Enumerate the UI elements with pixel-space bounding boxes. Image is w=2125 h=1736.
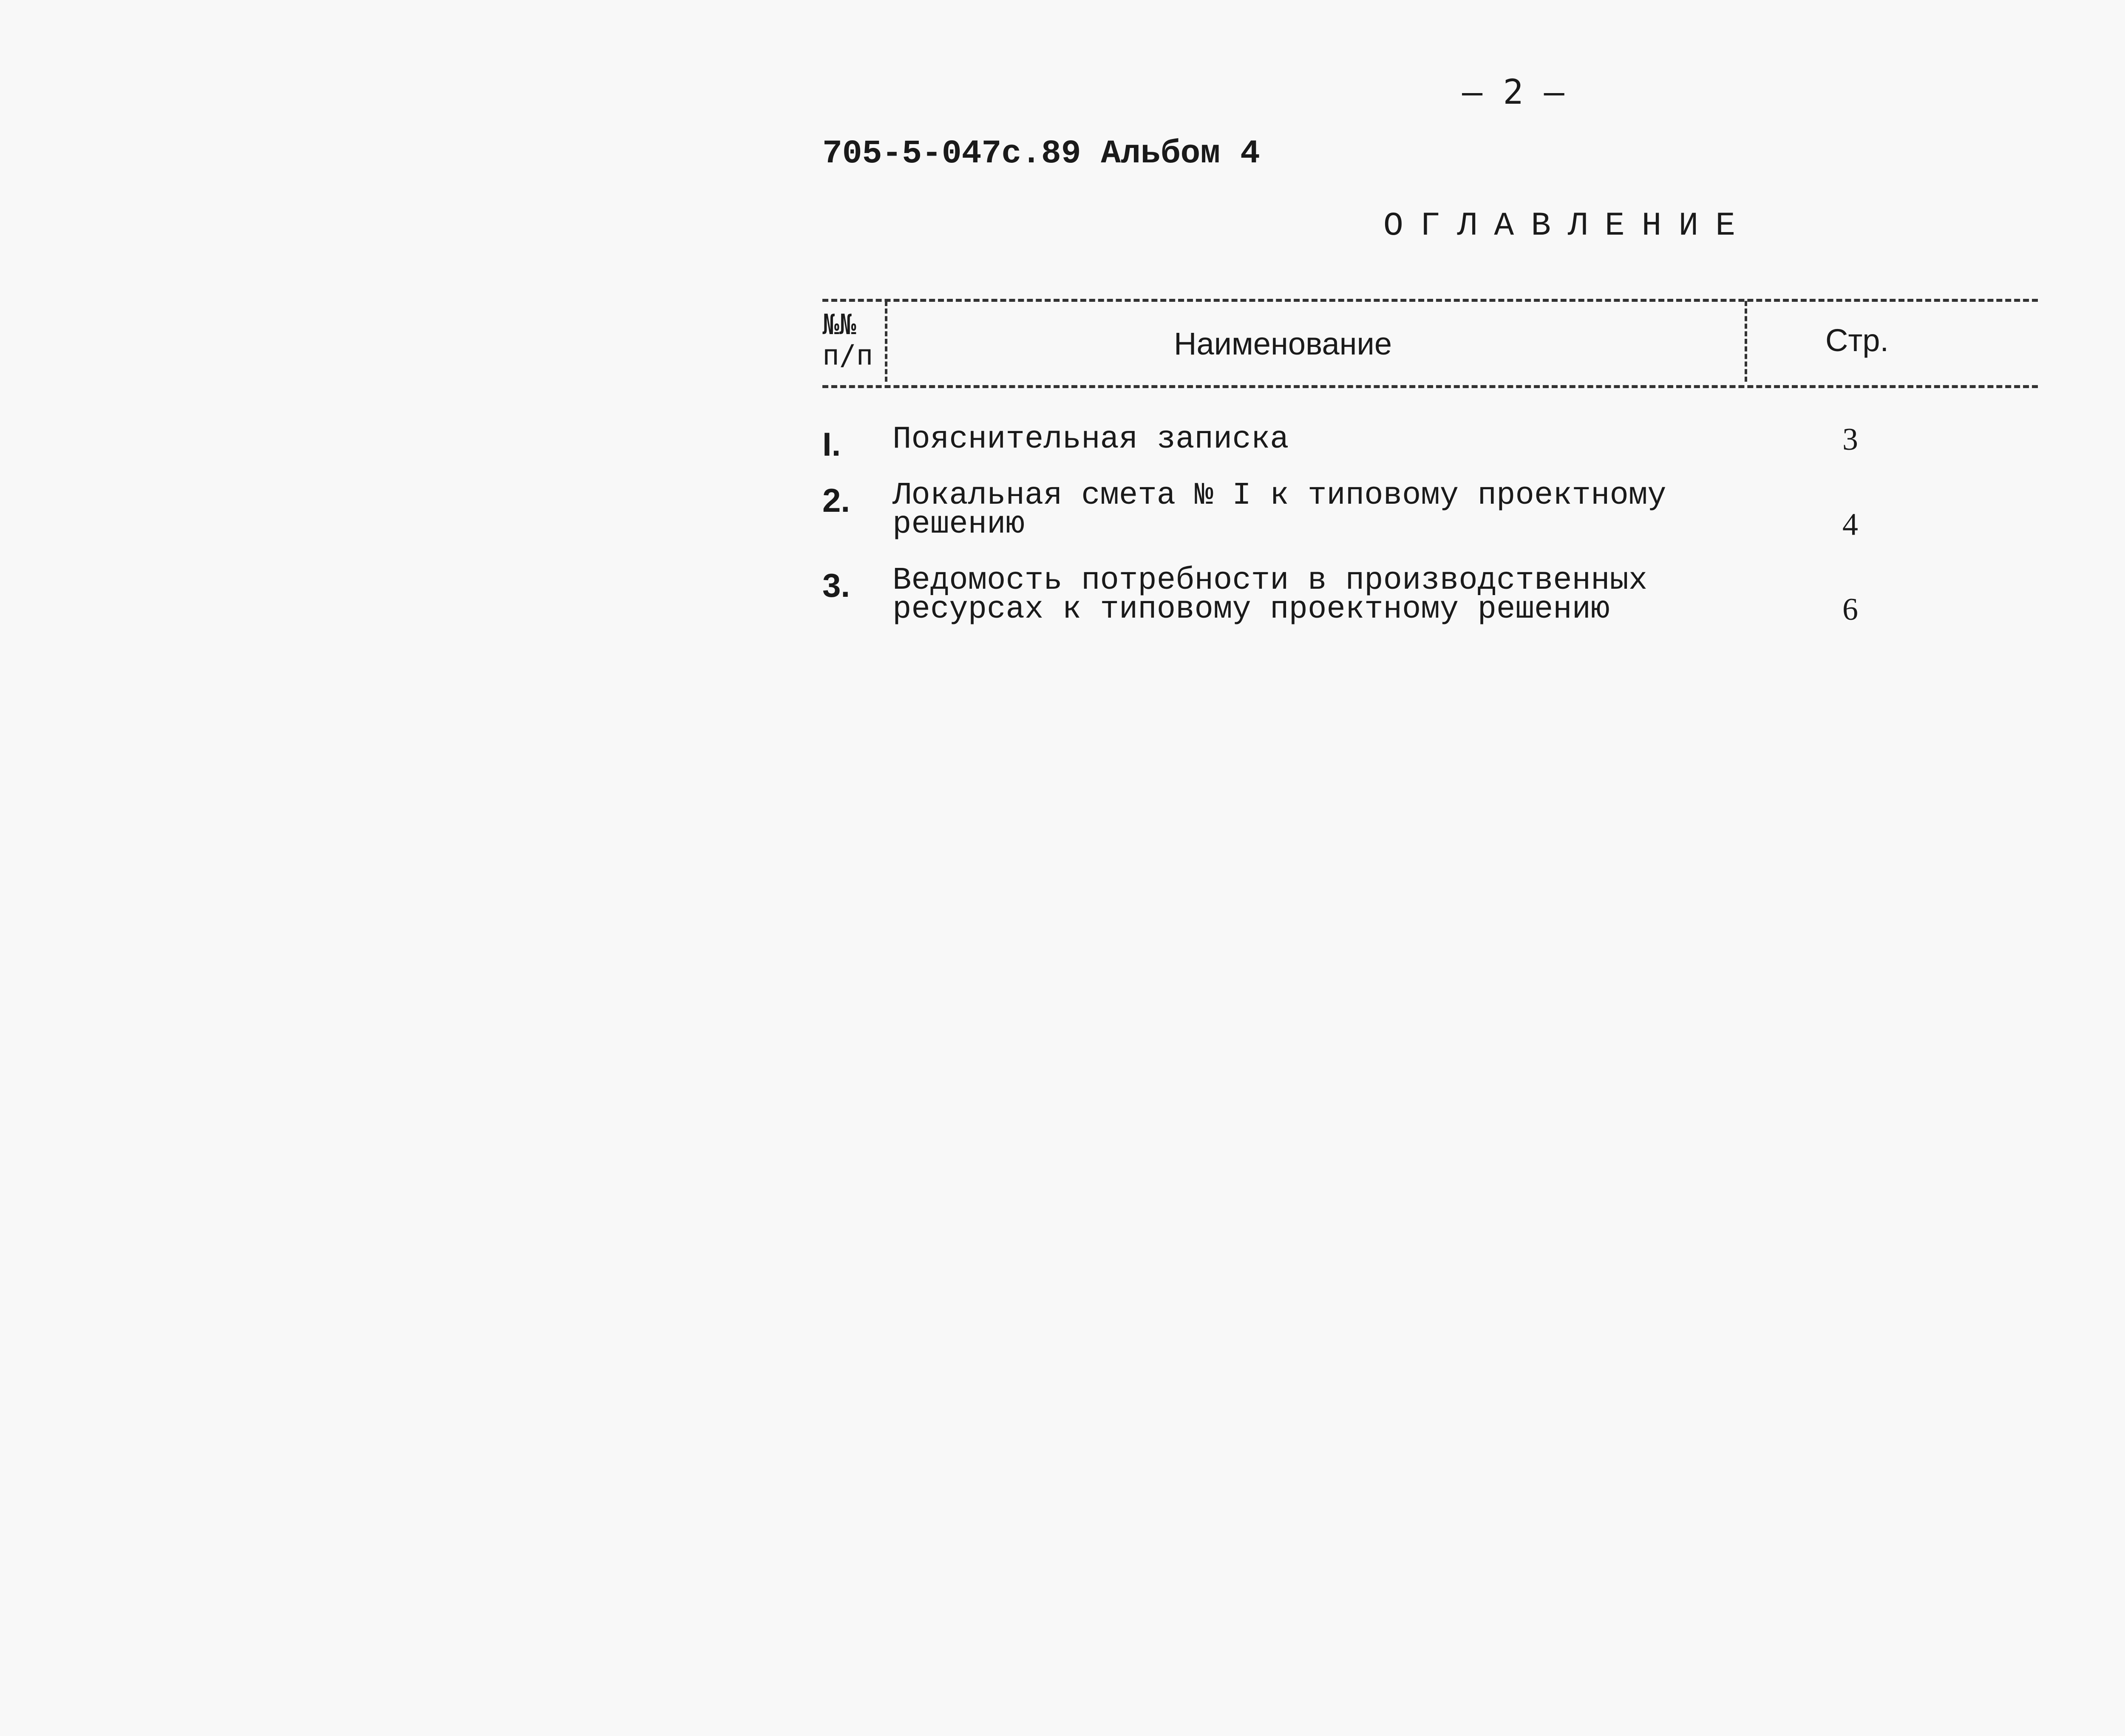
toc-row-page: 4 [1842, 507, 1858, 542]
header-name: Наименование [1174, 326, 1392, 361]
toc-row-title: Пояснительная записка [892, 422, 1289, 457]
column-separator-right [1745, 301, 1747, 382]
table-top-rule [822, 299, 2038, 302]
toc-row-number: 3. [822, 567, 850, 604]
toc-row-number: 2. [822, 482, 850, 519]
toc-row-title: Ведомость потребности в производственных ресурсах к типовому проектному решению [892, 563, 1648, 627]
toc-row-title: Локальная смета № I к типовому проектному решению [892, 478, 1666, 542]
header-number-line1: №№ [822, 308, 856, 341]
header-number [822, 309, 886, 371]
header-number-line2: п/п [822, 339, 873, 372]
table-header-bottom-rule [822, 385, 2038, 388]
page-number: – 2 – [1462, 72, 1564, 112]
header-page: Стр. [1825, 323, 1889, 358]
toc-row-page: 6 [1842, 592, 1858, 627]
toc-row-number: I. [822, 425, 841, 463]
document-code: 705-5-047с.89 Альбом 4 [822, 135, 1260, 173]
toc-title: ОГЛАВЛЕНИЕ [1383, 207, 1753, 245]
toc-row-page: 3 [1842, 422, 1858, 457]
